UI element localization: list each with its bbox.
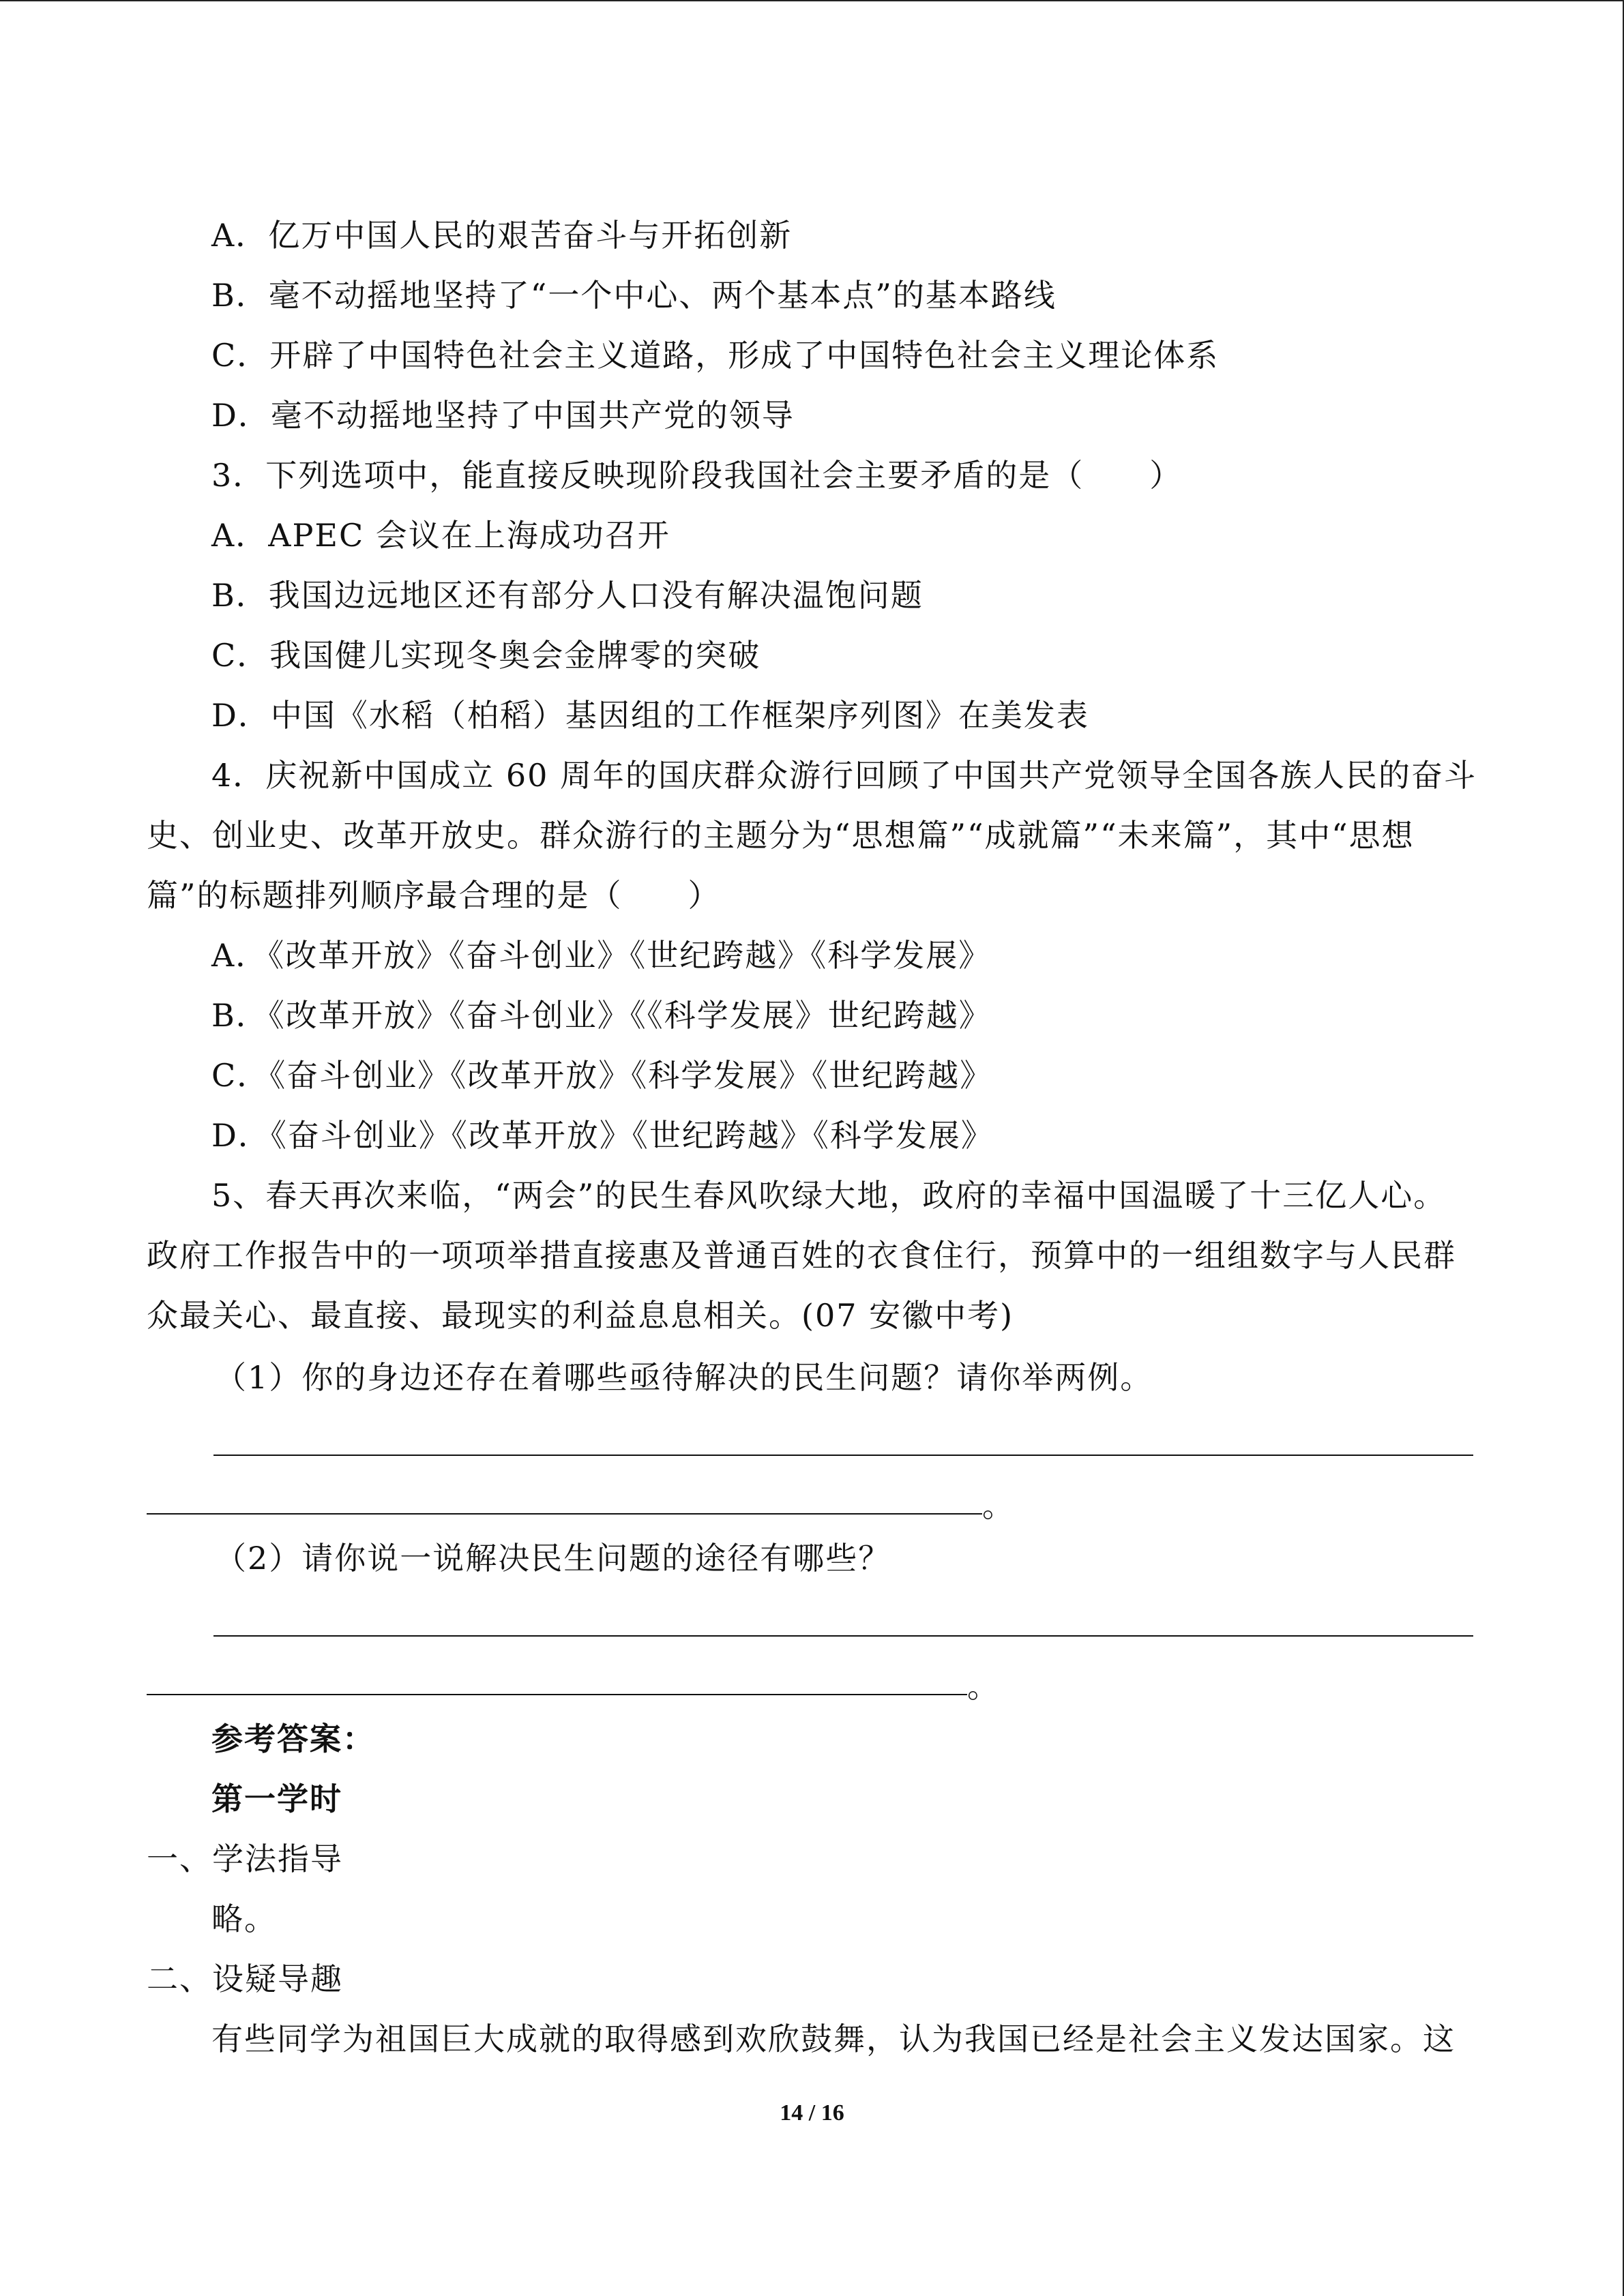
q5-sub2: （2）请你说一说解决民生问题的途径有哪些？: [215, 1540, 891, 1577]
answer-blank-2-period: 。: [967, 1668, 999, 1705]
q4-stem-line1: 4．庆祝新中国成立 60 周年的国庆群众游行回顾了中国共产党领导全国各族人民的奋斗: [211, 757, 1477, 794]
section1-body: 略。: [211, 1900, 277, 1937]
q4-option-d: D．《奋斗创业》《改革开放》《世纪跨越》《科学发展》: [211, 1117, 994, 1154]
q4-stem-line2: 史、创业史、改革开放史。群众游行的主题分为“思想篇”“成就篇”“未来篇”，其中“思想: [147, 817, 1415, 854]
q3-stem: 3．下列选项中，能直接反映现阶段我国社会主要矛盾的是（ ）: [211, 457, 1183, 494]
section2-body: 有些同学为祖国巨大成就的取得感到欢欣鼓舞，认为我国已经是社会主义发达国家。这: [211, 2021, 1456, 2057]
q2-option-d: D．毫不动摇地坚持了中国共产党的领导: [211, 397, 795, 434]
answers-heading: 参考答案：: [211, 1720, 375, 1757]
q4-stem-line3: 篇”的标题排列顺序最合理的是（ ）: [147, 877, 721, 914]
q5-stem-line3: 众最关心、最直接、最现实的利益息息相关。(07 安徽中考): [147, 1297, 1014, 1334]
q3-option-d: D．中国《水稻（柏稻）基因组的工作框架序列图》在美发表: [211, 697, 1089, 734]
q4-option-a: A．《改革开放》《奋斗创业》《世纪跨越》《科学发展》: [211, 937, 992, 974]
q4-option-c: C．《奋斗创业》《改革开放》《科学发展》《世纪跨越》: [211, 1057, 993, 1094]
q2-option-c: C．开辟了中国特色社会主义道路，形成了中国特色社会主义理论体系: [211, 337, 1220, 374]
q4-option-b: B．《改革开放》《奋斗创业》《《科学发展》世纪跨越》: [211, 997, 992, 1034]
section2-title: 二、设疑导趣: [147, 1960, 343, 1997]
answer-blank-2a[interactable]: [213, 1635, 1473, 1637]
q3-option-a: A．APEC 会议在上海成功召开: [211, 517, 670, 554]
answer-blank-2b[interactable]: [147, 1694, 967, 1695]
page-number: 14 / 16: [780, 2100, 844, 2126]
answer-blank-1-period: 。: [982, 1487, 1014, 1524]
q5-stem-line1: 5、春天再次来临，“两会”的民生春风吹绿大地，政府的幸福中国温暖了十三亿人心。: [211, 1177, 1447, 1214]
section1-title: 一、学法指导: [147, 1840, 343, 1877]
q2-option-b: B．毫不动摇地坚持了“一个中心、两个基本点”的基本路线: [211, 277, 1057, 314]
answer-blank-1b[interactable]: [147, 1513, 982, 1515]
q3-option-c: C．我国健儿实现冬奥会金牌零的突破: [211, 637, 761, 674]
answer-blank-1a[interactable]: [213, 1455, 1473, 1456]
q5-stem-line2: 政府工作报告中的一项项举措直接惠及普通百姓的衣食住行，预算中的一组组数字与人民群: [147, 1237, 1456, 1274]
q3-option-b: B．我国边远地区还有部分人口没有解决温饱问题: [211, 577, 924, 614]
lesson-title: 第一学时: [211, 1780, 342, 1817]
q2-option-a: A．亿万中国人民的艰苦奋斗与开拓创新: [211, 217, 793, 254]
q5-sub1: （1）你的身边还存在着哪些亟待解决的民生问题？请你举两例。: [215, 1359, 1153, 1396]
